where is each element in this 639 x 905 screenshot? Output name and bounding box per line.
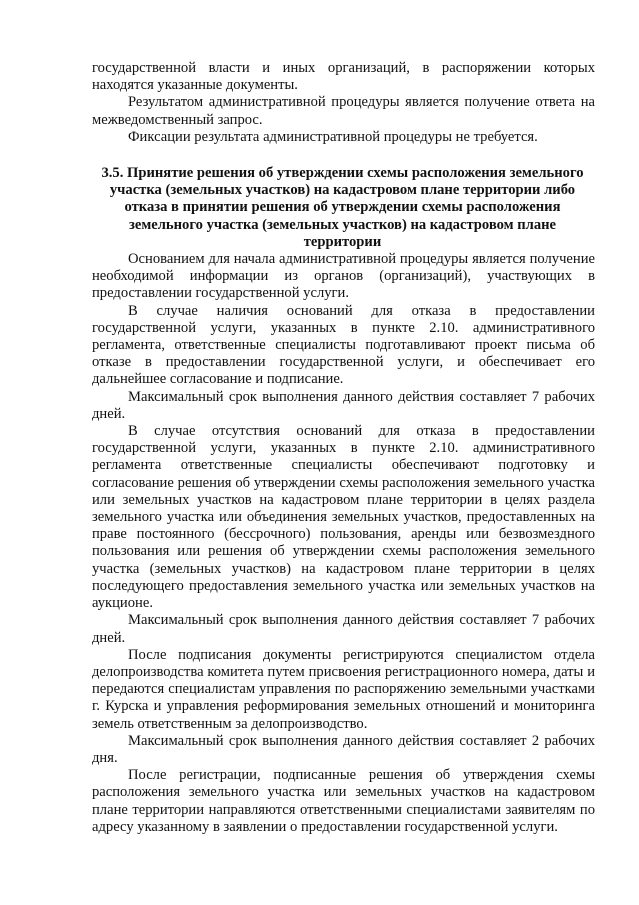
body-paragraph: Максимальный срок выполнения данного действия составляет 7 рабочих дней. <box>92 612 595 646</box>
body-paragraph: После регистрации, подписанные решения об утверждения схемы расположения земельного участка или земельных участков на кадастровом плане территории направляются ответственными специалистами заявителям по адресу указанному в заявлении о предоставлении государственной услуги. <box>92 767 595 835</box>
intro-paragraph-fixation: Фиксации результата административной процедуры не требуется. <box>128 128 538 145</box>
intro-paragraph-result: Результатом административной процедуры является получение ответа на межведомственный запрос. <box>92 94 595 128</box>
body-paragraph: В случае отсутствия оснований для отказа в предоставлении государственной услуги, указанных в пункте 2.10. административного регламента ответственные специалисты обеспечивают подготовку и согласование решения об утверждении схемы расположения земельного участка или земельных участков на кадастровом плане территории в целях раздела земельного участка или объединения земельных участков, предоставленных на праве постоянного (бессрочного) пользования, аренды или безвозмездного пользования или решения об утверждении схемы расположения земельного участка (земельных участков) на кадастровом плане территории в целях последующего предоставления земельного участка или земельных участков на аукционе. <box>92 423 595 612</box>
body-paragraph: Максимальный срок выполнения данного действия составляет 2 рабочих дня. <box>92 732 595 766</box>
intro-paragraph-continuation: государственной власти и иных организаций, в распоряжении которых находятся указанные документы. <box>92 60 595 94</box>
body-paragraph: Максимальный срок выполнения данного действия составляет 7 рабочих дней. <box>92 388 595 422</box>
body-paragraph: После подписания документы регистрируются специалистом отдела делопроизводства комитета путем присвоения регистрационного номера, даты и передаются специалистам управления по распоряжению земельными участками г. Курска и управления реформирования земельных отношений и мониторинга земель ответственным за делопроизводство. <box>92 646 595 732</box>
section-heading: 3.5. Принятие решения об утверждении схемы расположения земельного участка (земельных участков) на кадастровом плане территории либо отказа в принятии решения об утверждении схемы расположения земельного участка (земельных участков) на кадастровом плане территории <box>101 165 584 250</box>
body-paragraph: В случае наличия оснований для отказа в предоставлении государственной услуги, указанных в пункте 2.10. административного регламента, ответственные специалисты подготавливают проект письма об отказе в предоставлении государственной услуги, и обеспечивает его дальнейшее согласование и подписание. <box>92 302 595 388</box>
body-paragraph: Основанием для начала административной процедуры является получение необходимой информации из органов (организаций), участвующих в предоставлении государственной услуги. <box>92 251 595 302</box>
document-page <box>92 60 595 836</box>
